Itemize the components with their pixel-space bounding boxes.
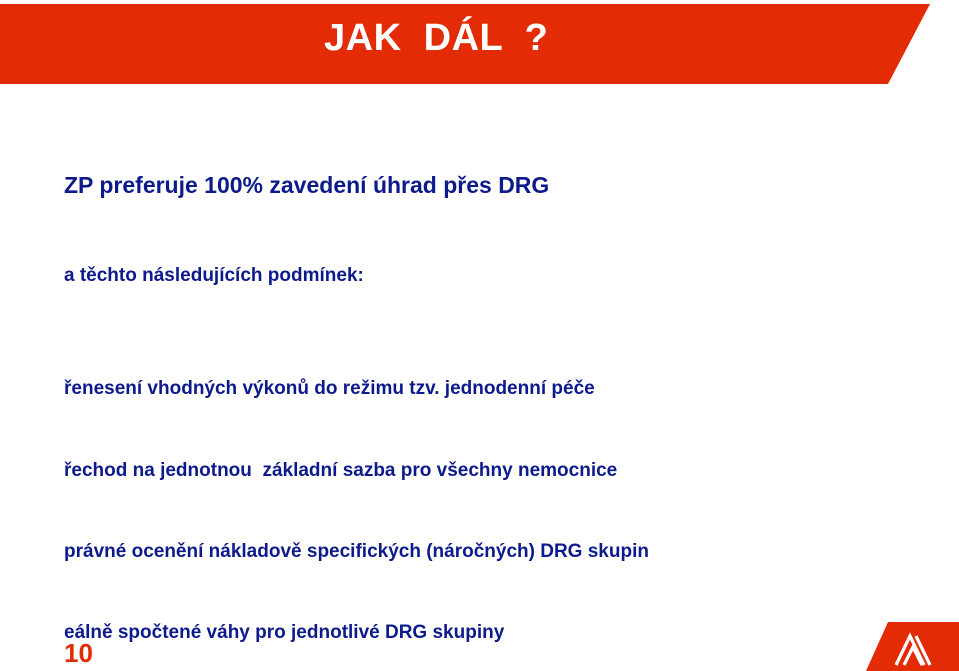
- slide-headline: ZP preferuje 100% zavedení úhrad přes DRG: [64, 172, 550, 198]
- slide-title: JAK DÁL ?: [324, 17, 549, 59]
- slide-subheading: a těchto následujících podmínek:: [64, 265, 364, 286]
- brand-logo-icon: [866, 622, 959, 671]
- list-item: řenesení vhodných výkonů do režimu tzv. jednodenní péče: [64, 378, 595, 399]
- list-item: řechod na jednotnou základní sazba pro všechny nemocnice: [64, 460, 618, 481]
- page-number: 10: [64, 638, 93, 668]
- list-item: právné ocenění nákladově specifických (náročných) DRG skupin: [64, 541, 649, 562]
- list-item: eálně spočtené váhy pro jednotlivé DRG skupiny: [64, 622, 505, 643]
